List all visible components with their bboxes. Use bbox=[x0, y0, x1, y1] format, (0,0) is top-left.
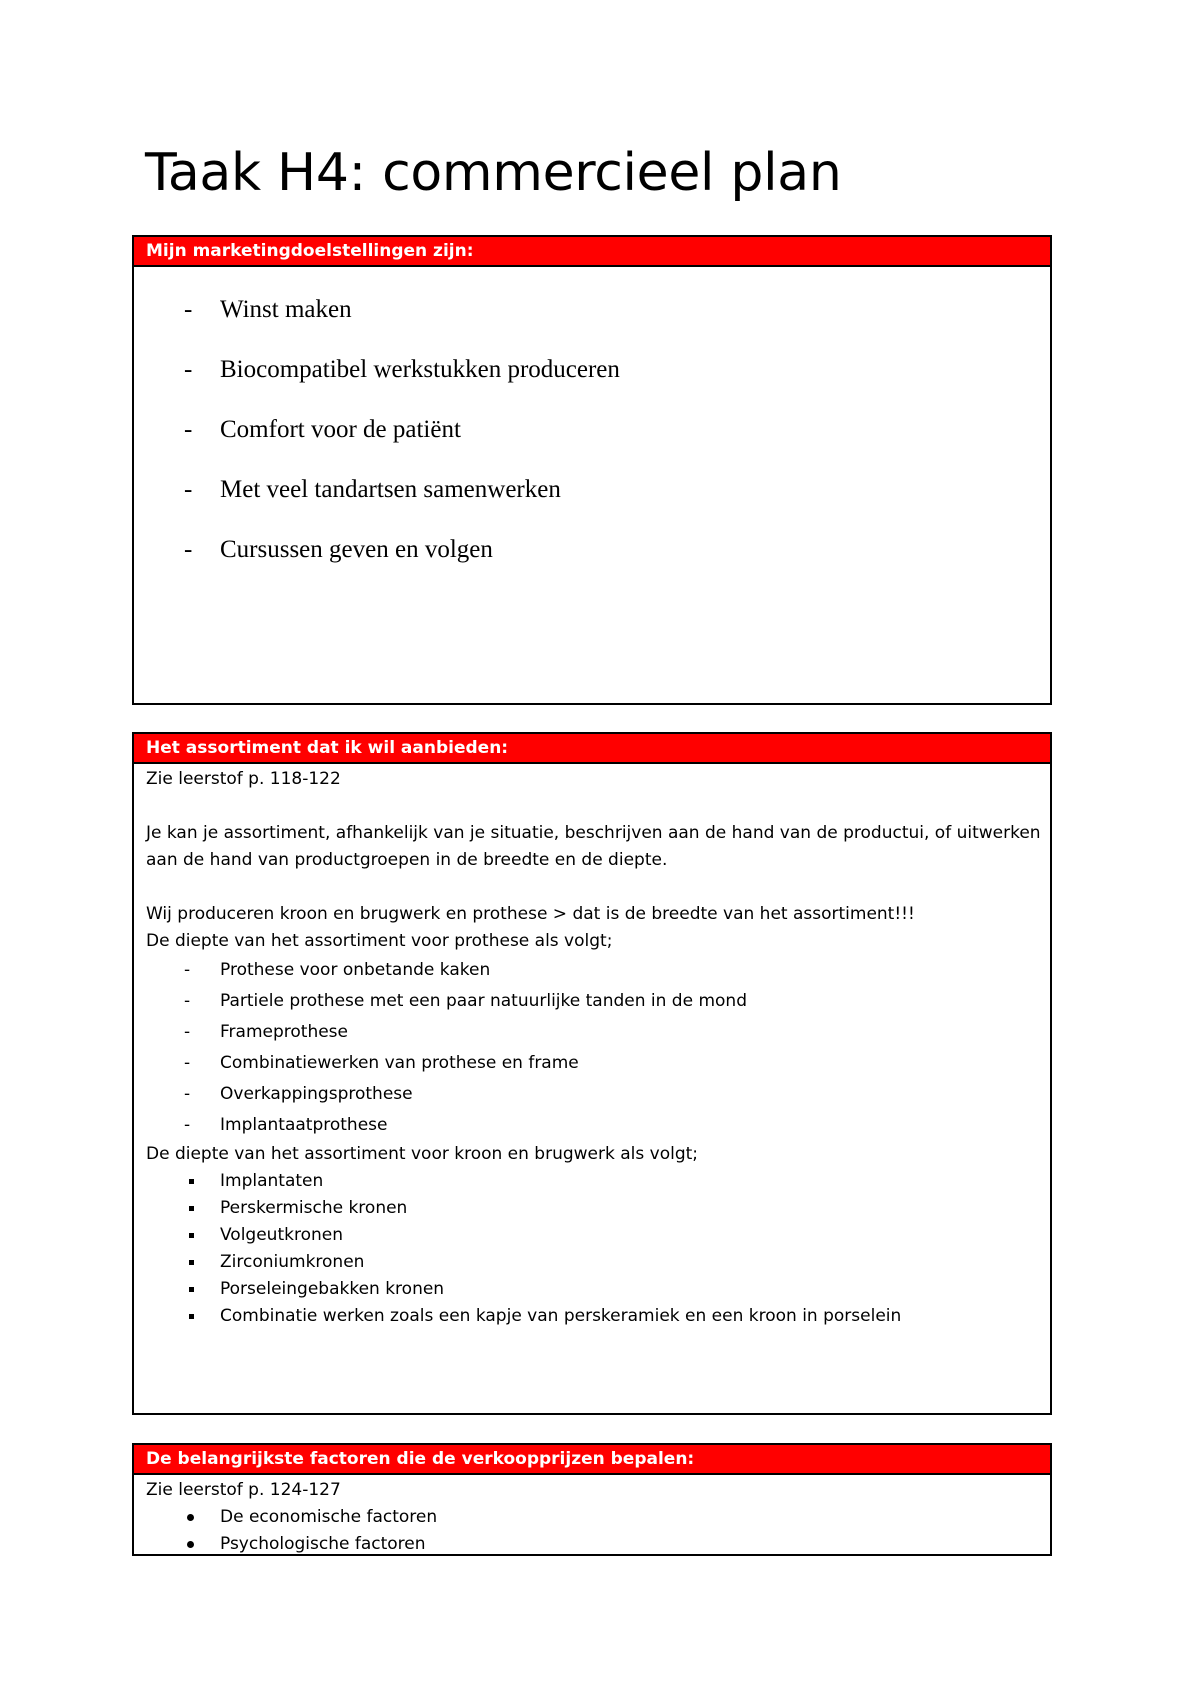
list-item: - Combinatiewerken van prothese en frame bbox=[184, 1053, 579, 1073]
kroon-list bbox=[146, 1168, 1050, 1330]
list-item: - Frameprothese bbox=[184, 1022, 348, 1042]
assortment-header: Het assortiment dat ik wil aanbieden: bbox=[134, 734, 1050, 764]
list-item: - Implantaatprothese bbox=[184, 1115, 388, 1135]
list-item: Porseleingebakken kronen bbox=[146, 1276, 1050, 1303]
list-item: - Comfort voor de patiënt bbox=[184, 416, 461, 443]
list-item: Combinatie werken zoals een kapje van perskeramiek en een kroon in porselein bbox=[146, 1303, 1050, 1330]
list-item: Psychologische factoren bbox=[146, 1531, 1050, 1558]
page-title: Taak H4: commercieel plan bbox=[145, 143, 842, 203]
price-factors-list bbox=[146, 1504, 1050, 1558]
list-item: Zirconiumkronen bbox=[146, 1249, 1050, 1276]
marketing-goals-box bbox=[132, 235, 1052, 705]
assortment-box bbox=[132, 732, 1052, 1415]
list-item: - Prothese voor onbetande kaken bbox=[184, 960, 491, 980]
price-factors-reference: Zie leerstof p. 124-127 bbox=[146, 1480, 341, 1500]
prothese-intro: De diepte van het assortiment voor prothese als volgt; bbox=[146, 931, 613, 951]
list-item: Volgeutkronen bbox=[146, 1222, 1050, 1249]
price-factors-box bbox=[132, 1443, 1052, 1556]
list-item: - Cursussen geven en volgen bbox=[184, 536, 493, 563]
list-item: Perskermische kronen bbox=[146, 1195, 1050, 1222]
list-item: De economische factoren bbox=[146, 1504, 1050, 1531]
marketing-goals-header: Mijn marketingdoelstellingen zijn: bbox=[134, 237, 1050, 267]
price-factors-header: De belangrijkste factoren die de verkoopprijzen bepalen: bbox=[134, 1445, 1050, 1475]
list-item: - Overkappingsprothese bbox=[184, 1084, 413, 1104]
list-item: Implantaten bbox=[146, 1168, 1050, 1195]
list-item: - Biocompatibel werkstukken produceren bbox=[184, 356, 620, 383]
marketing-goals-list bbox=[134, 267, 1050, 593]
list-item: - Met veel tandartsen samenwerken bbox=[184, 476, 561, 503]
list-item: - Winst maken bbox=[184, 296, 352, 323]
assortment-reference: Zie leerstof p. 118-122 bbox=[146, 769, 341, 789]
prothese-list bbox=[146, 955, 1050, 1141]
list-item: - Partiele prothese met een paar natuurlijke tanden in de mond bbox=[184, 991, 747, 1011]
assortment-breadth: Wij produceren kroon en brugwerk en prothese > dat is de breedte van het assortiment!!! bbox=[146, 904, 915, 924]
assortment-paragraph: Je kan je assortiment, afhankelijk van je situatie, beschrijven aan de hand van de productui, of uitwerken aan de hand van productgroepen in de breedte en de diepte. bbox=[146, 823, 1041, 870]
kroon-intro: De diepte van het assortiment voor kroon en brugwerk als volgt; bbox=[146, 1144, 699, 1164]
